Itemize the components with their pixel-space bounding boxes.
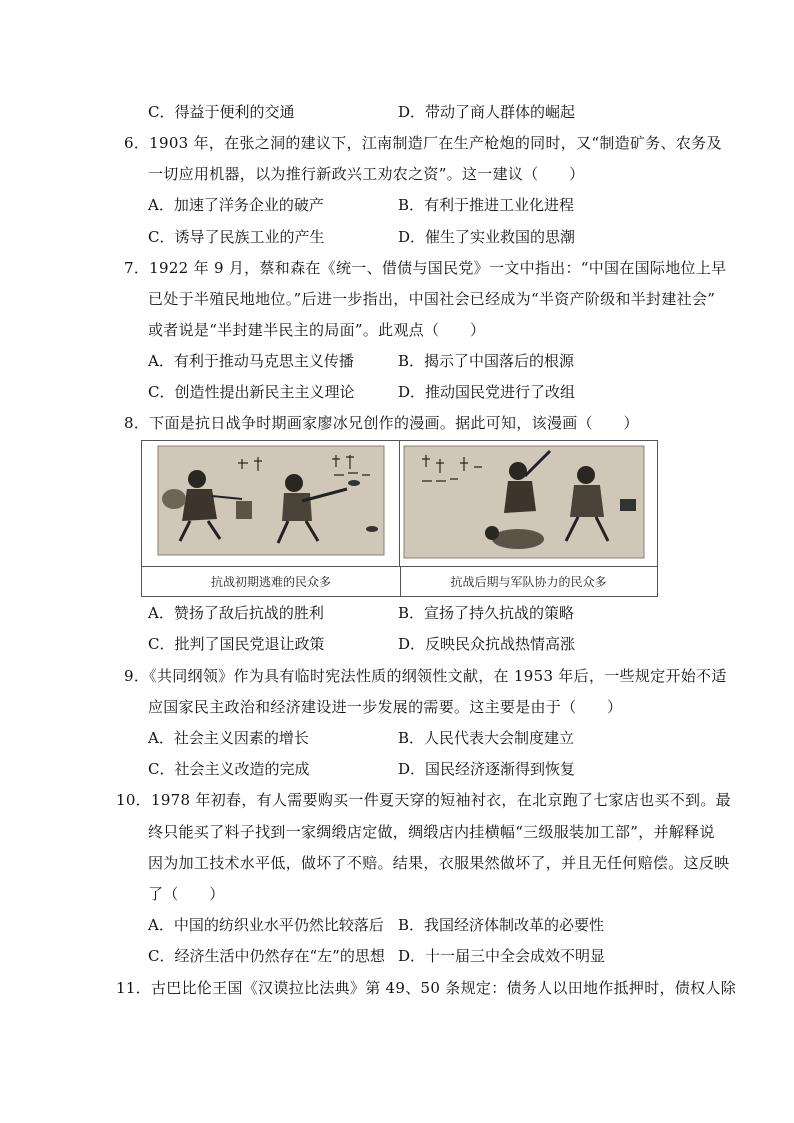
q8-option-b: B．宣扬了持久抗战的策略 <box>398 604 575 622</box>
q8-option-c: C．批判了国民党退让政策 <box>148 635 325 653</box>
q10-option-b: B．我国经济体制改革的必要性 <box>398 916 605 934</box>
q7-option-d: D．推动国民党进行了改组 <box>398 383 576 401</box>
q7-option-a: A．有利于推动马克思主义传播 <box>148 352 354 370</box>
q9-option-b: B．人民代表大会制度建立 <box>398 729 575 747</box>
q8-option-d: D．反映民众抗战热情高涨 <box>398 635 576 653</box>
caption-left: 抗战初期逃难的民众多 <box>142 567 401 597</box>
q7-option-b: B．揭示了中国落后的根源 <box>398 352 575 370</box>
cartoon-cell-right <box>400 441 657 566</box>
caption-right: 抗战后期与军队协力的民众多 <box>450 575 607 589</box>
q7-stem-line1: 7．1922 年 9 月，蔡和森在《统一、借债与国民党》一文中指出：“中国在国际地位上早 <box>124 259 727 277</box>
q9-stem-line2: 应国家民主政治和经济建设进一步发展的需要。这主要是由于（ ） <box>148 698 623 716</box>
q9-stem-line1: 9．《共同纲领》作为具有临时宪法性质的纲领性文献，在 1953 年后，一些规定开始不适 <box>124 667 727 685</box>
q9-option-a: A．社会主义因素的增长 <box>148 729 309 747</box>
q10-stem-line4: 了（ ） <box>148 885 225 903</box>
q6-stem-line2: 一切应用机器，以为推行新政兴工劝农之资”。这一建议（ ） <box>148 165 585 183</box>
q6-option-a: A．加速了洋务企业的破产 <box>148 196 324 214</box>
cartoon-cooperation-image <box>400 441 657 566</box>
q7-stem-line2: 已处于半殖民地地位。”后进一步指出，中国社会已经成为“半资产阶级和半封建社会” <box>148 290 716 308</box>
q8-stem-line1: 8．下面是抗日战争时期画家廖冰兄创作的漫画。据此可知，该漫画（ ） <box>124 414 639 432</box>
q5-option-d: D．带动了商人群体的崛起 <box>398 103 576 121</box>
q10-option-c: C．经济生活中仍然存在“左”的思想 <box>148 947 385 965</box>
q7-stem-line3: 或者说是“半封建半民主的局面”。此观点（ ） <box>148 321 486 339</box>
cartoon-caption-row <box>142 566 657 597</box>
q10-stem-line3: 因为加工技术水平低，做坏了不赔。结果，衣服果然做坏了，并且无任何赔偿。这反映 <box>148 854 730 872</box>
cartoon-refugees-image <box>142 441 400 566</box>
q5-option-c: C．得益于便利的交通 <box>148 103 295 121</box>
q10-stem-line2: 终只能买了料子找到一家绸缎店定做，绸缎店内挂横幅“三级服装加工部”，并解释说 <box>148 823 715 841</box>
q9-option-c: C．社会主义改造的完成 <box>148 760 310 778</box>
q6-option-c: C．诱导了民族工业的产生 <box>148 228 325 246</box>
cartoon-cell-left <box>142 441 400 566</box>
q7-option-c: C．创造性提出新民主主义理论 <box>148 383 355 401</box>
q10-stem-line1: 10．1978 年初春，有人需要购买一件夏天穿的短袖衬衣，在北京跑了七家店也买不到。最 <box>116 791 731 809</box>
q10-option-a: A．中国的纺织业水平仍然比较落后 <box>148 916 384 934</box>
q6-option-b: B．有利于推进工业化进程 <box>398 196 575 214</box>
q6-option-d: D．催生了实业救国的思潮 <box>398 228 576 246</box>
q10-option-d: D．十一届三中全会成效不明显 <box>398 947 606 965</box>
cartoon-table <box>141 440 658 597</box>
q9-option-d: D．国民经济逐渐得到恢复 <box>398 760 576 778</box>
q11-stem-line1: 11．古巴比伦王国《汉谟拉比法典》第 49、50 条规定：债务人以田地作抵押时，债权人除 <box>116 979 737 997</box>
q8-option-a: A．赞扬了敌后抗战的胜利 <box>148 604 324 622</box>
q6-stem-line1: 6．1903 年，在张之洞的建议下，江南制造厂在生产枪炮的同时，又“制造矿务、农务及 <box>124 134 722 152</box>
